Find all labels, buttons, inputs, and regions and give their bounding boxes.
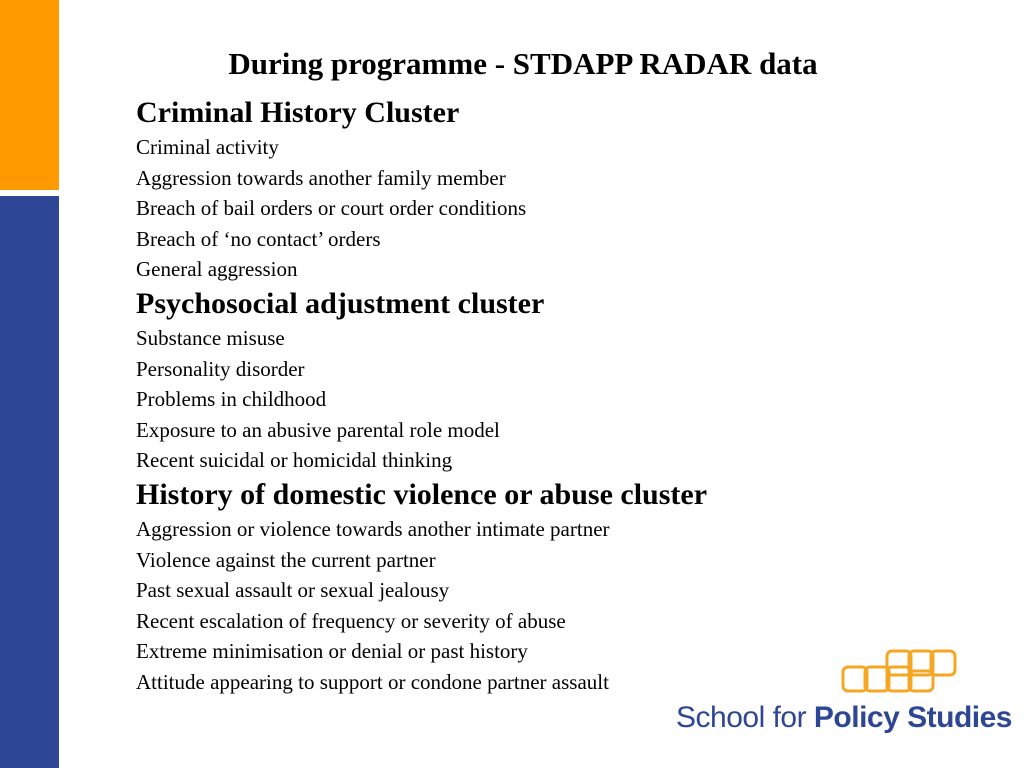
cluster-heading-domestic-violence: History of domestic violence or abuse cluster xyxy=(136,477,708,511)
list-item: Aggression towards another family member xyxy=(136,165,506,190)
logo-text-prefix: School for xyxy=(676,701,814,734)
list-item: Attitude appearing to support or condone partner assault xyxy=(136,669,609,694)
list-item: Extreme minimisation or denial or past history xyxy=(136,639,528,664)
slide-title: During programme - STDAPP RADAR data xyxy=(228,46,818,81)
logo-text xyxy=(676,698,1012,738)
list-item: Breach of bail orders or court order conditions xyxy=(136,196,527,221)
list-item: General aggression xyxy=(136,257,298,282)
list-item: Breach of ‘no contact’ orders xyxy=(136,226,381,251)
list-item: Personality disorder xyxy=(136,356,305,381)
list-item: Past sexual assault or sexual jealousy xyxy=(136,578,450,603)
list-item: Exposure to an abusive parental role model xyxy=(136,417,500,442)
list-item: Violence against the current partner xyxy=(136,547,436,572)
list-item: Recent suicidal or homicidal thinking xyxy=(136,448,453,473)
list-item: Criminal activity xyxy=(136,135,279,159)
list-item: Aggression or violence towards another intimate partner xyxy=(136,516,610,541)
cluster-heading-psychosocial: Psychosocial adjustment cluster xyxy=(136,286,545,320)
list-item: Recent escalation of frequency or severity of abuse xyxy=(136,608,566,633)
cluster-heading-criminal-history: Criminal History Cluster xyxy=(136,96,460,129)
school-for-policy-studies-logo xyxy=(676,648,1012,743)
logo-text-bold: Policy Studies xyxy=(813,701,1012,734)
orange-accent-bar xyxy=(0,0,59,190)
blue-accent-bar xyxy=(0,196,59,768)
list-item: Problems in childhood xyxy=(136,387,327,412)
slide-content xyxy=(136,94,896,698)
list-item: Substance misuse xyxy=(136,325,285,350)
